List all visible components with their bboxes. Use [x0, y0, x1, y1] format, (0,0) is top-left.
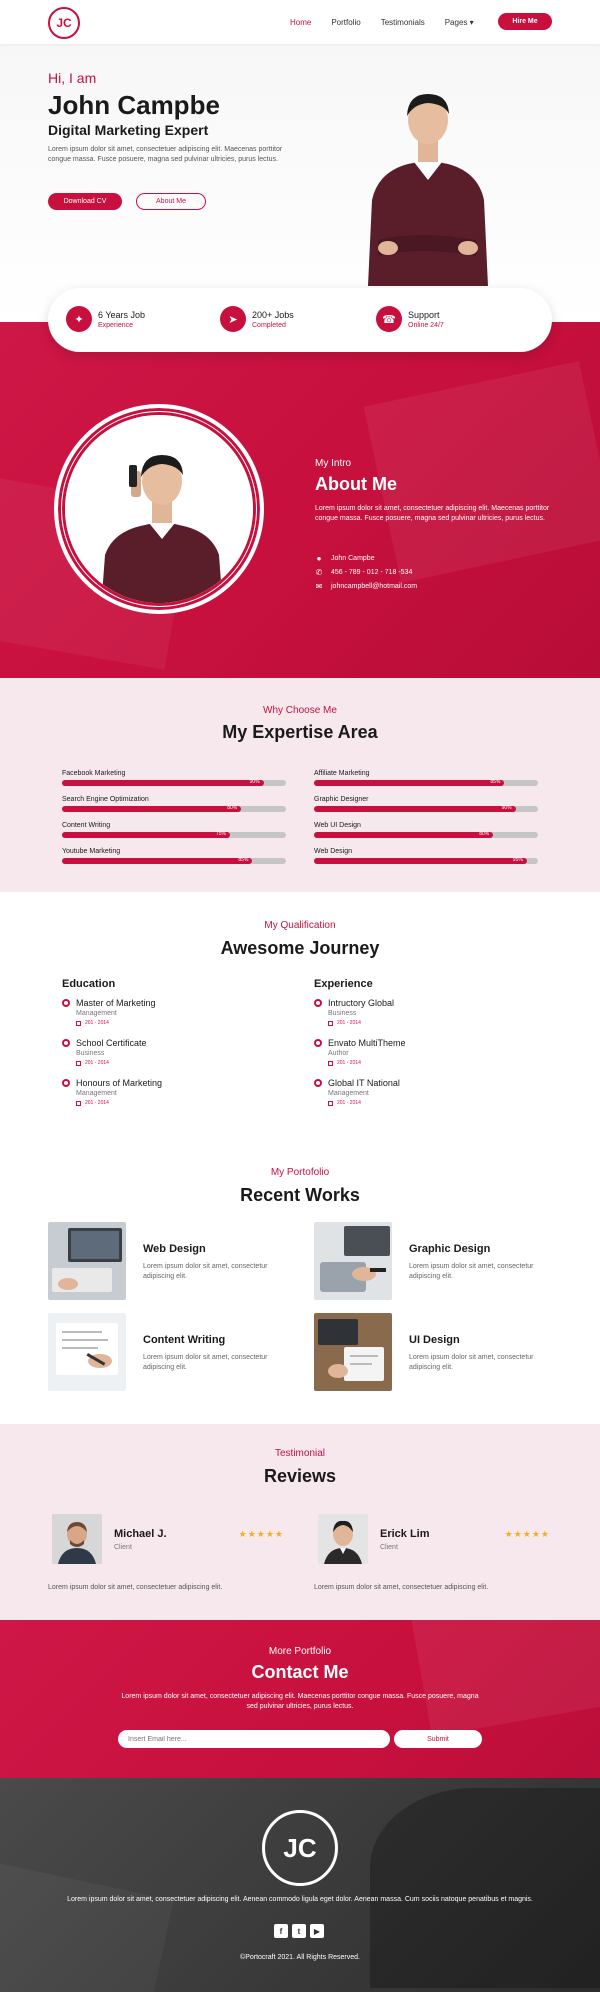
- skill-item: [314, 796, 538, 812]
- journey-item: [62, 1078, 162, 1106]
- journey-item-title: [62, 1038, 147, 1048]
- skill-item: [62, 848, 286, 864]
- journey-item-date: [328, 1060, 406, 1066]
- email-input[interactable]: [118, 1730, 390, 1748]
- submit-button[interactable]: Submit: [394, 1730, 482, 1748]
- shield-icon: ✦: [66, 306, 92, 332]
- about-portrait: [65, 415, 256, 606]
- footer: [0, 1778, 600, 1992]
- copyright: ©Portocraft 2021. All Rights Reserved.: [240, 1954, 360, 1961]
- skill-item: [62, 822, 286, 838]
- main-menu: [290, 0, 474, 44]
- journey-item: [314, 998, 394, 1026]
- nav-testimonials[interactable]: Testimonials: [380, 17, 425, 27]
- target-icon: [314, 1039, 322, 1047]
- skill-percent: 90%: [249, 779, 260, 785]
- journey-item: [314, 1078, 400, 1106]
- hero-section: [0, 44, 600, 324]
- contact-name: John Campbe: [331, 554, 375, 562]
- target-icon: [62, 1079, 70, 1087]
- skill-track: [62, 832, 286, 838]
- work-thumbnail: [314, 1313, 392, 1391]
- contact-name-row: [315, 551, 417, 565]
- youtube-icon[interactable]: ▶: [310, 1924, 324, 1938]
- journey-item-date: [328, 1020, 394, 1026]
- about-subtitle: My Intro: [315, 458, 352, 469]
- journey-title-text: Envato MultiTheme: [328, 1038, 406, 1048]
- journey-item-title: [62, 998, 156, 1008]
- journey-item-sub: Management: [328, 1090, 369, 1097]
- stat-experience: [66, 306, 145, 332]
- reviewer-avatar: [52, 1514, 102, 1564]
- journey-item-sub: Author: [328, 1050, 349, 1057]
- journey-date-text: 201 - 2014: [85, 1100, 109, 1106]
- skill-fill: [314, 832, 493, 838]
- stat-jobs: [220, 306, 294, 332]
- work-title: Graphic Design: [409, 1243, 491, 1255]
- skill-item: [62, 770, 286, 786]
- skill-fill: [62, 780, 264, 786]
- expertise-title: My Expertise Area: [222, 722, 378, 742]
- journey-title-text: School Certificate: [76, 1038, 147, 1048]
- social-links: [274, 1924, 324, 1938]
- journey-item: [314, 1038, 406, 1066]
- skill-track: [314, 806, 538, 812]
- work-description: Lorem ipsum dolor sit amet, consectetur adipiscing elit.: [409, 1263, 534, 1280]
- journey-item-sub: Business: [328, 1010, 357, 1017]
- contact-phone: 456 - 789 - 012 - 718 -534: [331, 568, 413, 576]
- skill-name: Youtube Marketing: [62, 848, 121, 855]
- nav-portfolio[interactable]: Portfolio: [331, 17, 361, 27]
- journey-item-title: [314, 998, 394, 1008]
- work-thumbnail: [48, 1313, 126, 1391]
- stats-bar: [48, 288, 552, 352]
- skill-track: [314, 780, 538, 786]
- hero-name: John Campbe: [48, 90, 220, 120]
- stat-title: Support: [408, 309, 440, 320]
- portfolio-title: Recent Works: [240, 1185, 360, 1205]
- skill-name: Graphic Designer: [314, 796, 369, 803]
- journey-date-text: 201 - 2014: [337, 1020, 361, 1026]
- journey-item-date: [76, 1060, 147, 1066]
- reviewer-role: Client: [114, 1544, 132, 1551]
- about-me-button[interactable]: About Me: [136, 193, 206, 210]
- journey-title-text: Global IT National: [328, 1078, 400, 1088]
- journey-item-sub: Management: [76, 1010, 117, 1017]
- skill-name: Content Writing: [62, 822, 111, 829]
- work-description: Lorem ipsum dolor sit amet, consectetur adipiscing elit.: [143, 1263, 268, 1280]
- twitter-icon[interactable]: t: [292, 1924, 306, 1938]
- hire-me-button[interactable]: Hire Me: [498, 13, 552, 30]
- skill-track: [314, 832, 538, 838]
- stat-subtitle: Experience: [98, 321, 134, 329]
- work-title: Content Writing: [143, 1334, 226, 1346]
- footer-logo[interactable]: JC: [262, 1810, 338, 1886]
- top-navbar: [0, 0, 600, 44]
- journey-title: Awesome Journey: [220, 938, 380, 958]
- contact-description: Lorem ipsum dolor sit amet, consectetuer adipiscing elit. Maecenas porttitor congue massa. Fusce posuere, magna sed pulvinar ultricies, purus lectus.: [121, 1693, 479, 1710]
- target-icon: [314, 1079, 322, 1087]
- about-description: Lorem ipsum dolor sit amet, consectetuer adipiscing elit. Maecenas porttitor congue massa. Fusce posuere, magna sed pulvinar ultricies, purus lectus.: [315, 505, 550, 522]
- contact-email-row: [315, 579, 417, 593]
- star-rating-icon: ★★★★★: [504, 1529, 550, 1539]
- reviews-title: Reviews: [263, 1466, 337, 1486]
- target-icon: [62, 1039, 70, 1047]
- work-thumbnail: [48, 1222, 126, 1300]
- skill-item: [314, 770, 538, 786]
- skill-name: Search Engine Optimization: [62, 796, 149, 803]
- skill-percent: 85%: [238, 857, 249, 863]
- calendar-icon: [328, 1021, 333, 1026]
- skill-name: Facebook Marketing: [62, 770, 126, 777]
- skill-fill: [62, 806, 241, 812]
- stat-subtitle: Completed: [252, 321, 286, 329]
- journey-item-sub: Management: [76, 1090, 117, 1097]
- calendar-icon: [76, 1021, 81, 1026]
- stat-title: 6 Years Job: [98, 309, 146, 320]
- hero-greeting: Hi, I am: [48, 70, 97, 86]
- reviews-subtitle: Testimonial: [274, 1448, 326, 1459]
- skill-percent: 80%: [479, 831, 490, 837]
- about-title: About Me: [315, 474, 397, 494]
- brand-logo[interactable]: JC: [48, 7, 80, 39]
- work-description: Lorem ipsum dolor sit amet, consectetur adipiscing elit.: [409, 1354, 534, 1371]
- journey-item-date: [328, 1100, 400, 1106]
- nav-pages-dropdown[interactable]: Pages ▾: [445, 18, 474, 27]
- contact-section: [0, 1620, 600, 1778]
- hero-role: Digital Marketing Expert: [48, 122, 209, 138]
- about-contact-list: [315, 551, 417, 593]
- facebook-icon[interactable]: f: [274, 1924, 288, 1938]
- reviewer-avatar: [318, 1514, 368, 1564]
- skill-fill: [62, 832, 230, 838]
- skill-percent: 75%: [216, 831, 227, 837]
- calendar-icon: [76, 1061, 81, 1066]
- review-text: Lorem ipsum dolor sit amet, consectetuer adipiscing elit.: [48, 1584, 223, 1591]
- work-title: Web Design: [143, 1243, 206, 1255]
- skill-fill: [314, 780, 504, 786]
- hero-portrait: [358, 80, 498, 286]
- skill-name: Web Design: [314, 848, 353, 855]
- calendar-icon: [328, 1101, 333, 1106]
- journey-item-sub: Business: [76, 1050, 105, 1057]
- journey-title-text: Intructory Global: [328, 998, 395, 1008]
- experience-heading: Experience: [314, 978, 373, 990]
- journey-date-text: 201 - 2014: [85, 1060, 109, 1066]
- about-photo: [62, 412, 256, 606]
- skill-item: [62, 796, 286, 812]
- journey-item-title: [62, 1078, 162, 1088]
- reviewer-role: Client: [380, 1544, 398, 1551]
- expertise-subtitle: Why Choose Me: [263, 705, 337, 716]
- download-cv-button[interactable]: Download CV: [48, 193, 122, 210]
- rocket-icon: ➤: [220, 306, 246, 332]
- mail-icon: ✉: [315, 581, 323, 591]
- education-heading: Education: [62, 978, 116, 990]
- skill-name: Affiliate Marketing: [314, 770, 370, 777]
- skill-item: [314, 822, 538, 838]
- skill-percent: 90%: [501, 805, 512, 811]
- skill-percent: 85%: [490, 779, 501, 785]
- journey-title-text: Honours of Marketing: [76, 1078, 163, 1088]
- journey-date-text: 201 - 2014: [85, 1020, 109, 1026]
- phone-icon: ✆: [315, 567, 323, 577]
- journey-subtitle: My Qualification: [264, 920, 336, 931]
- work-thumbnail: [314, 1222, 392, 1300]
- skill-name: Web UI Design: [314, 822, 361, 829]
- journey-item-date: [76, 1100, 162, 1106]
- contact-phone-row: [315, 565, 417, 579]
- work-title: UI Design: [409, 1334, 460, 1346]
- journey-title-text: Master of Marketing: [76, 998, 156, 1008]
- reviewer-name: Michael J.: [114, 1528, 167, 1540]
- journey-item-date: [76, 1020, 156, 1026]
- skill-track: [314, 858, 538, 864]
- review-text: Lorem ipsum dolor sit amet, consectetuer adipiscing elit.: [314, 1584, 489, 1591]
- journey-item: [62, 998, 156, 1026]
- reviews-section: [0, 1424, 600, 1620]
- stat-subtitle: Online 24/7: [408, 321, 444, 329]
- calendar-icon: [328, 1061, 333, 1066]
- target-icon: [62, 999, 70, 1007]
- stat-support: [376, 306, 444, 332]
- user-icon: ●: [316, 553, 322, 563]
- skill-item: [314, 848, 538, 864]
- skill-percent: 95%: [512, 857, 523, 863]
- contact-title: Contact Me: [251, 1662, 349, 1682]
- reviewer-name: Erick Lim: [380, 1528, 430, 1540]
- skill-track: [62, 806, 286, 812]
- footer-description: Lorem ipsum dolor sit amet, consectetuer adipiscing elit. Aenean commodo ligula eget dolor. Aenean massa. Cum sociis natoque penatibus et magnis.: [67, 1896, 533, 1903]
- skill-percent: 80%: [227, 805, 238, 811]
- skill-fill: [62, 858, 252, 864]
- journey-item-title: [314, 1078, 400, 1088]
- skill-track: [62, 858, 286, 864]
- work-description: Lorem ipsum dolor sit amet, consectetur adipiscing elit.: [143, 1354, 268, 1371]
- nav-home[interactable]: Home: [290, 17, 312, 27]
- contact-email[interactable]: johncampbell@hotmail.com: [331, 582, 418, 590]
- journey-date-text: 201 - 2014: [337, 1060, 361, 1066]
- journey-date-text: 201 - 2014: [337, 1100, 361, 1106]
- skill-fill: [314, 858, 527, 864]
- hero-description: Lorem ipsum dolor sit amet, consectetuer adipiscing elit. Maecenas porttitor congue massa. Fusce posuere, magna sed pulvinar ultricies, purus lectus.: [48, 146, 283, 163]
- contact-subtitle: More Portfolio: [268, 1646, 332, 1657]
- journey-item-title: [314, 1038, 406, 1048]
- calendar-icon: [76, 1101, 81, 1106]
- headset-icon: ☎: [376, 306, 402, 332]
- journey-item: [62, 1038, 147, 1066]
- skill-fill: [314, 806, 516, 812]
- stat-title: 200+ Jobs: [252, 309, 294, 320]
- portfolio-subtitle: My Portofolio: [270, 1167, 330, 1178]
- star-rating-icon: ★★★★★: [238, 1529, 284, 1539]
- target-icon: [314, 999, 322, 1007]
- skill-track: [62, 780, 286, 786]
- expertise-section: [0, 678, 600, 892]
